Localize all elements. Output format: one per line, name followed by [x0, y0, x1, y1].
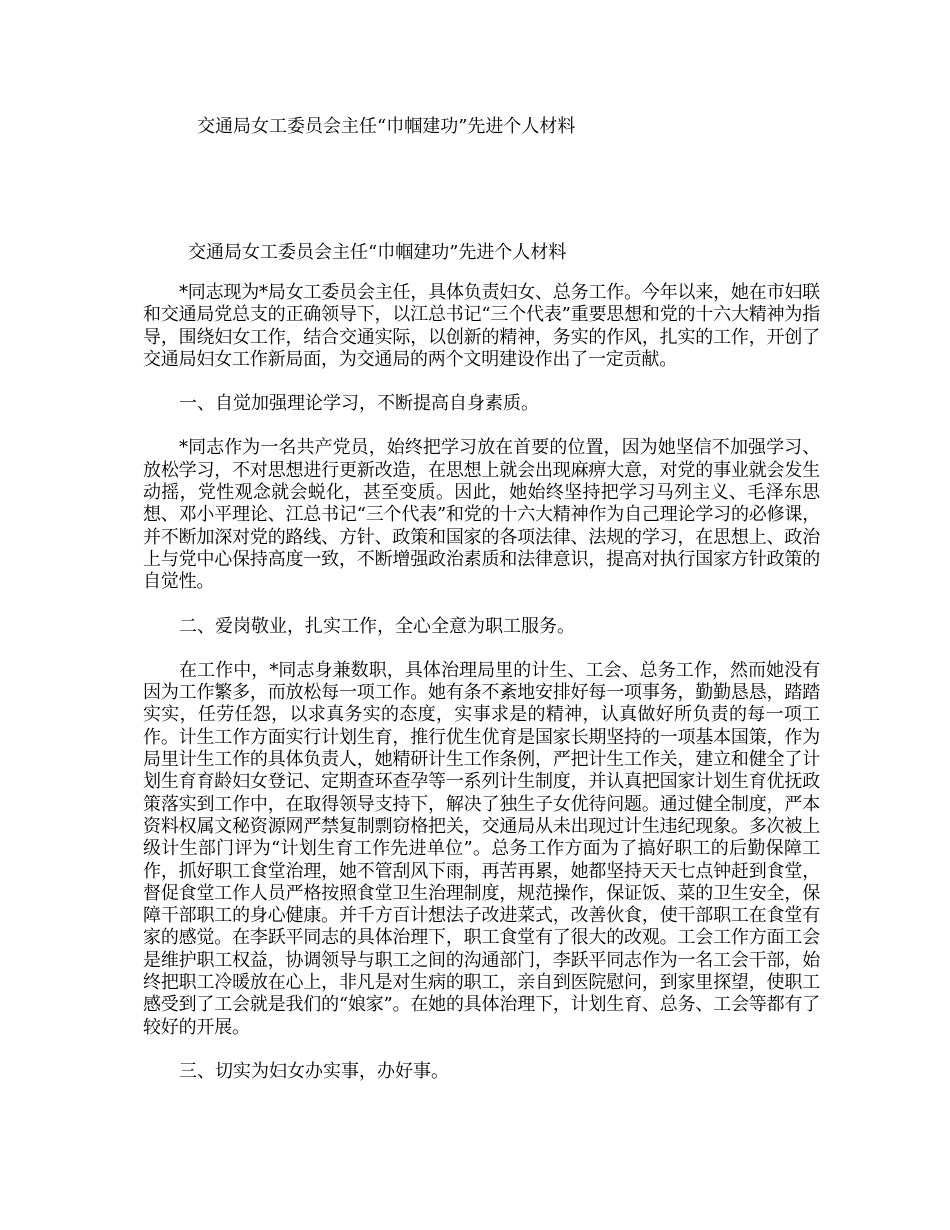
- section-1-paragraph: *同志作为一名共产党员，始终把学习放在首要的位置，因为她坚信不加强学习、放松学习，不对思想进行更新改造，在思想上就会出现麻痹大意，对党的事业就会发生动摇，党性观念就会蜕化，甚至变质。因此，她始终坚持把学习马列主义、毛泽东思想、邓小平理论、江总书记“三个代表”和党的十六大精神作为自己理论学习的必修课，并不断加深对党的路线、方针、政策和国家的各项法律、法规的学习，在思想上、政治上与党中心保持高度一致，不断增强政治素质和法律意识，提高对执行国家方针政策的自觉性。: [143, 437, 820, 593]
- document-body: [143, 282, 820, 1105]
- section-2-heading: 二、爱岗敬业，扎实工作，全心全意为职工服务。: [179, 615, 575, 637]
- section-2-paragraph: 在工作中，*同志身兼数职，具体治理局里的计生、工会、总务工作，然而她没有因为工作繁多，而放松每一项工作。她有条不紊地安排好每一项事务，勤勤恳恳，踏踏实实，任劳任怨，以求真务实的态度，实事求是的精神，认真做好所负责的每一项工作。计生工作方面实行计划生育，推行优生优育是国家长期坚持的一项基本国策，作为局里计生工作的具体负责人，她精研计生工作条例，严把计生工作关，建立和健全了计划生育育龄妇女登记、定期查环查孕等一系列计生制度，并认真把国家计划生育优抚政策落实到工作中，在取得领导支持下，解决了独生子女优待问题。通过健全制度，严本资料权属文秘资源网严禁复制剽窃格把关，交通局从未出现过计生违纪现象。多次被上级计生部门评为“计划生育工作先进单位”。总务工作方面为了搞好职工的后勤保障工作，抓好职工食堂治理，她不管刮风下雨，再苦再累，她都坚持天天七点钟赶到食堂，督促食堂工作人员严格按照食堂卫生治理制度，规范操作，保证饭、菜的卫生安全，保障干部职工的身心健康。并千方百计想法子改进菜式，改善伙食，使干部职工在食堂有家的感觉。在李跃平同志的具体治理下，职工食堂有了很大的改观。工会工作方面工会是维护职工权益，协调领导与职工之间的沟通部门，李跃平同志作为一名工会干部，始终把职工冷暖放在心上，非凡是对生病的职工，亲自到医院慰问，到家里探望，使职工感受到了工会就是我们的“娘家”。在她的具体治理下，计划生育、总务、工会等都有了较好的开展。: [143, 659, 820, 1038]
- page-title: 交通局女工委员会主任“巾帼建功”先进个人材料: [188, 242, 567, 263]
- section-1-heading: 一、自觉加强理论学习，不断提高自身素质。: [179, 393, 539, 415]
- intro-paragraph: *同志现为*局女工委员会主任，具体负责妇女、总务工作。今年以来，她在市妇联和交通局党总支的正确领导下，以江总书记“三个代表”重要思想和党的十六大精神为指导，围绕妇女工作，结合交通实际，以创新的精神，务实的作风，扎实的工作，开创了交通局妇女工作新局面，为交通局的两个文明建设作出了一定贡献。: [143, 282, 820, 370]
- header-title: 交通局女工委员会主任“巾帼建功”先进个人材料: [197, 116, 576, 137]
- section-3-heading: 三、切实为妇女办实事，办好事。: [179, 1060, 449, 1082]
